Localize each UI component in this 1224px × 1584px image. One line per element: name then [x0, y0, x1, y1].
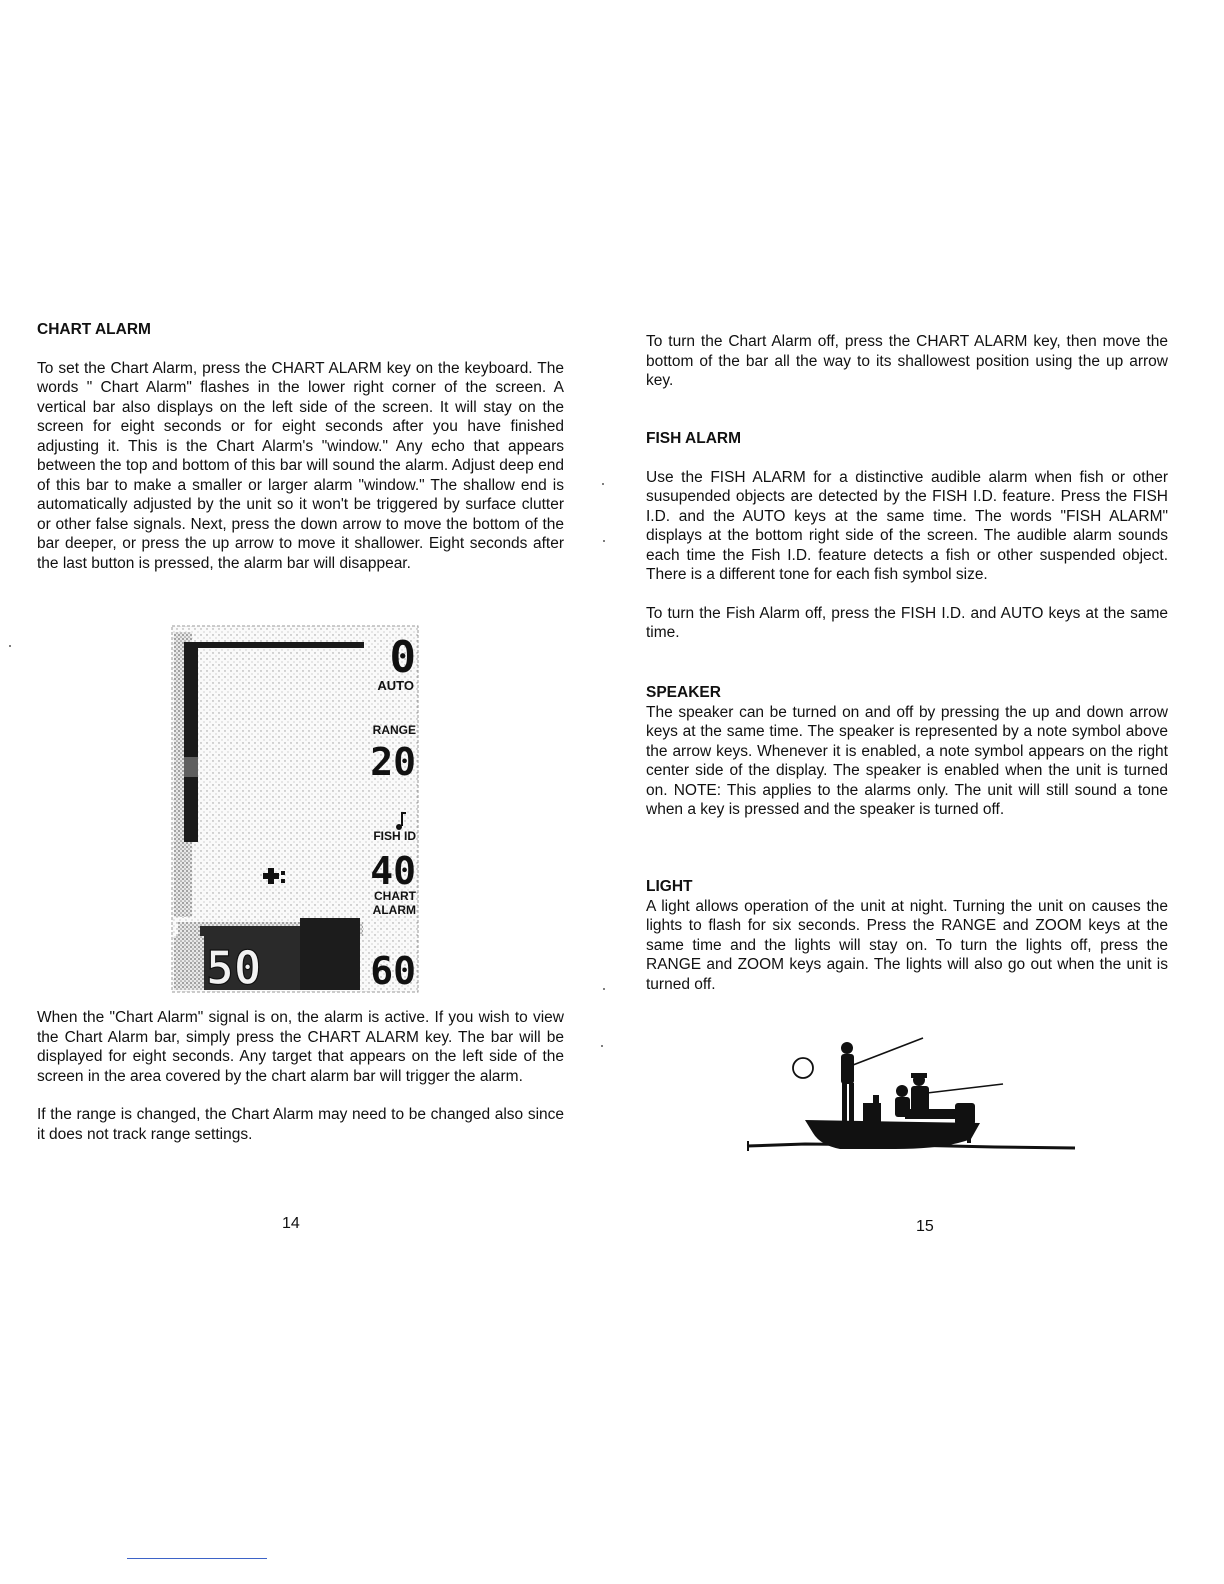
speaker-paragraph: The speaker can be turned on and off by pressing the up and down arrow keys at the same time. The speaker is represented by a note symbol above the arrow keys. Whenever it is enabled, a note symbol appears on the right center side of the display. The speaker is enabled when the unit is turned on. NOTE: This applies to the alarms only. The unit will still sound a tone when a key is pressed and the speaker is turned off.: [646, 703, 1168, 818]
chart-alarm-bar: [184, 642, 198, 842]
chart-alarm-paragraph-1: To set the Chart Alarm, press the CHART ALARM key on the keyboard. The words " Chart Alarm" flashes in the lower right corner of the screen. A vertical bar also displays on the left side of the screen. It will stay on the screen for eight seconds or for eight seconds after you have finished adjusting it. This is the Chart Alarm's "window." Any echo that appears between the top and bottom of this bar will sound the alarm. Adjust deep end of this bar to make a smaller or larger alarm "window." The shallow end is automatically adjusted by the unit so it won't be triggered by surface clutter or other false signals. Next, press the down arrow to move the bottom of the bar deeper, or press the up arrow to move it shallower. Eight seconds after the last button is pressed, the alarm bar will disappear.: [37, 359, 564, 572]
chart-alarm-section: [37, 320, 564, 573]
chart-alarm-paragraph-3: If the range is changed, the Chart Alarm may need to be changed also since it does not track range settings.: [37, 1106, 564, 1143]
lcd-range-value: 20: [370, 740, 416, 784]
fish-alarm-paragraph-2: To turn the Fish Alarm off, press the FISH I.D. and AUTO keys at the same time.: [646, 604, 1168, 641]
footer-rule: [127, 1558, 267, 1559]
chart-alarm-notes: [37, 1008, 564, 1144]
lcd-range-label: RANGE: [372, 723, 416, 737]
lcd-alarm-label: ALARM: [372, 903, 416, 917]
light-paragraph: A light allows operation of the unit at night. Turning the unit on causes the lights to flash for six seconds. Press the RANGE and ZOOM keys at the same time and the lights will stay on. To turn the lights off, press the RANGE and ZOOM keys again. The lights will also go out when the unit is turned off.: [646, 897, 1168, 993]
light-section: [646, 877, 1168, 994]
lcd-display-illustration: [170, 622, 420, 994]
light-heading: LIGHT: [646, 878, 693, 895]
lcd-fish-id-label: FISH ID: [373, 829, 416, 843]
page-number-left: 14: [282, 1215, 300, 1232]
fishing-boat-illustration: [745, 1035, 1080, 1165]
lcd-bottom-right-value: 60: [370, 949, 416, 993]
speaker-section: [646, 683, 1168, 820]
lcd-fish-id-value: 40: [370, 849, 416, 893]
lcd-auto-label: AUTO: [377, 678, 414, 693]
chart-alarm-off-section: [646, 332, 1168, 391]
speaker-heading: SPEAKER: [646, 684, 721, 701]
fish-alarm-section: [646, 429, 1168, 643]
lcd-depth-top: 0: [389, 632, 416, 683]
chart-alarm-heading: CHART ALARM: [37, 321, 151, 338]
lcd-bottom-left-value: 50: [206, 941, 262, 994]
fish-alarm-heading: FISH ALARM: [646, 430, 741, 447]
chart-alarm-paragraph-2: When the "Chart Alarm" signal is on, the alarm is active. If you wish to view the Chart Alarm bar, simply press the CHART ALARM key. The bar will be displayed for eight seconds. Any target that appears on the left side of the screen in the area covered by the chart alarm bar will trigger the alarm.: [37, 1009, 564, 1085]
lcd-chart-label: CHART: [374, 889, 416, 903]
sun-icon: [793, 1058, 813, 1078]
fish-alarm-paragraph-1: Use the FISH ALARM for a distinctive audible alarm when fish or other susupended objects are detected by the FISH I.D. feature. Press the FISH I.D. and the AUTO keys at the same time. The words "FISH ALARM" displays at the bottom right side of the screen. The audible alarm sounds each time the Fish I.D. feature detects a fish or other suspended object. There is a different tone for each fish symbol size.: [646, 468, 1168, 583]
chart-alarm-off-paragraph: To turn the Chart Alarm off, press the CHART ALARM key, then move the bottom of the bar all the way to its shallowest position using the up arrow key.: [646, 333, 1168, 389]
page-number-right: 15: [916, 1218, 934, 1235]
